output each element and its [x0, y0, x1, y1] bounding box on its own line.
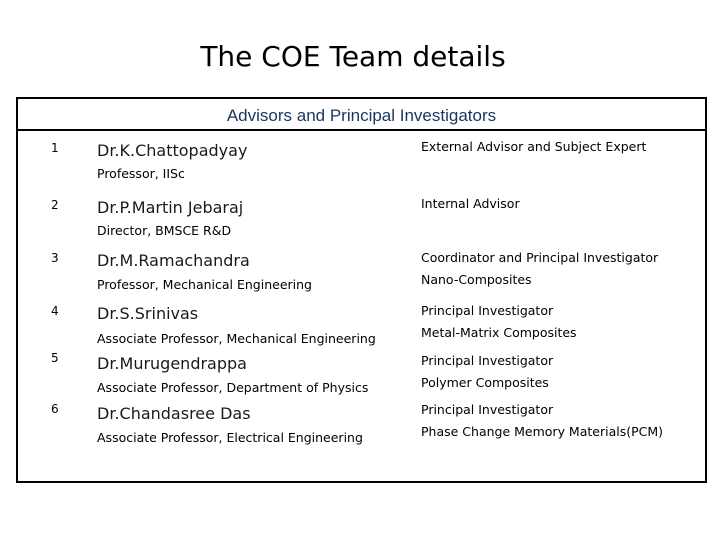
page-title: The COE Team details	[200, 40, 506, 73]
row-number: 6	[51, 402, 59, 416]
member-role: Internal Advisor	[421, 196, 520, 211]
row-number: 4	[51, 304, 59, 318]
table-header	[16, 97, 707, 131]
member-designation: Professor, Mechanical Engineering	[97, 277, 312, 292]
member-name: Dr.Murugendrappa	[97, 354, 247, 373]
member-designation: Director, BMSCE R&D	[97, 223, 232, 238]
member-designation: Associate Professor, Department of Physics	[97, 380, 369, 395]
member-role-detail: Nano-Composites	[421, 272, 532, 287]
member-role: Principal Investigator	[421, 303, 554, 318]
member-name: Dr.M.Ramachandra	[97, 251, 250, 270]
member-role: Principal Investigator	[421, 353, 554, 368]
member-designation: Associate Professor, Mechanical Engineering	[97, 331, 376, 346]
member-role: Coordinator and Principal Investigator	[421, 250, 659, 265]
row-number: 1	[51, 141, 59, 155]
table-heading: Advisors and Principal Investigators	[226, 106, 497, 125]
member-name: Dr.Chandasree Das	[97, 404, 251, 423]
member-role: External Advisor and Subject Expert	[421, 139, 647, 154]
row-number: 3	[51, 251, 59, 265]
member-role-detail: Phase Change Memory Materials(PCM)	[421, 424, 664, 439]
member-name: Dr.P.Martin Jebaraj	[97, 198, 244, 217]
row-number: 2	[51, 198, 59, 212]
member-name: Dr.K.Chattopadyay	[97, 141, 248, 160]
member-role-detail: Metal-Matrix Composites	[421, 325, 577, 340]
member-role: Principal Investigator	[421, 402, 554, 417]
member-designation: Associate Professor, Electrical Engineering	[97, 430, 363, 445]
row-number: 5	[51, 351, 59, 365]
member-role-detail: Polymer Composites	[421, 375, 549, 390]
member-designation: Professor, IISc	[97, 166, 185, 181]
member-name: Dr.S.Srinivas	[97, 304, 199, 323]
